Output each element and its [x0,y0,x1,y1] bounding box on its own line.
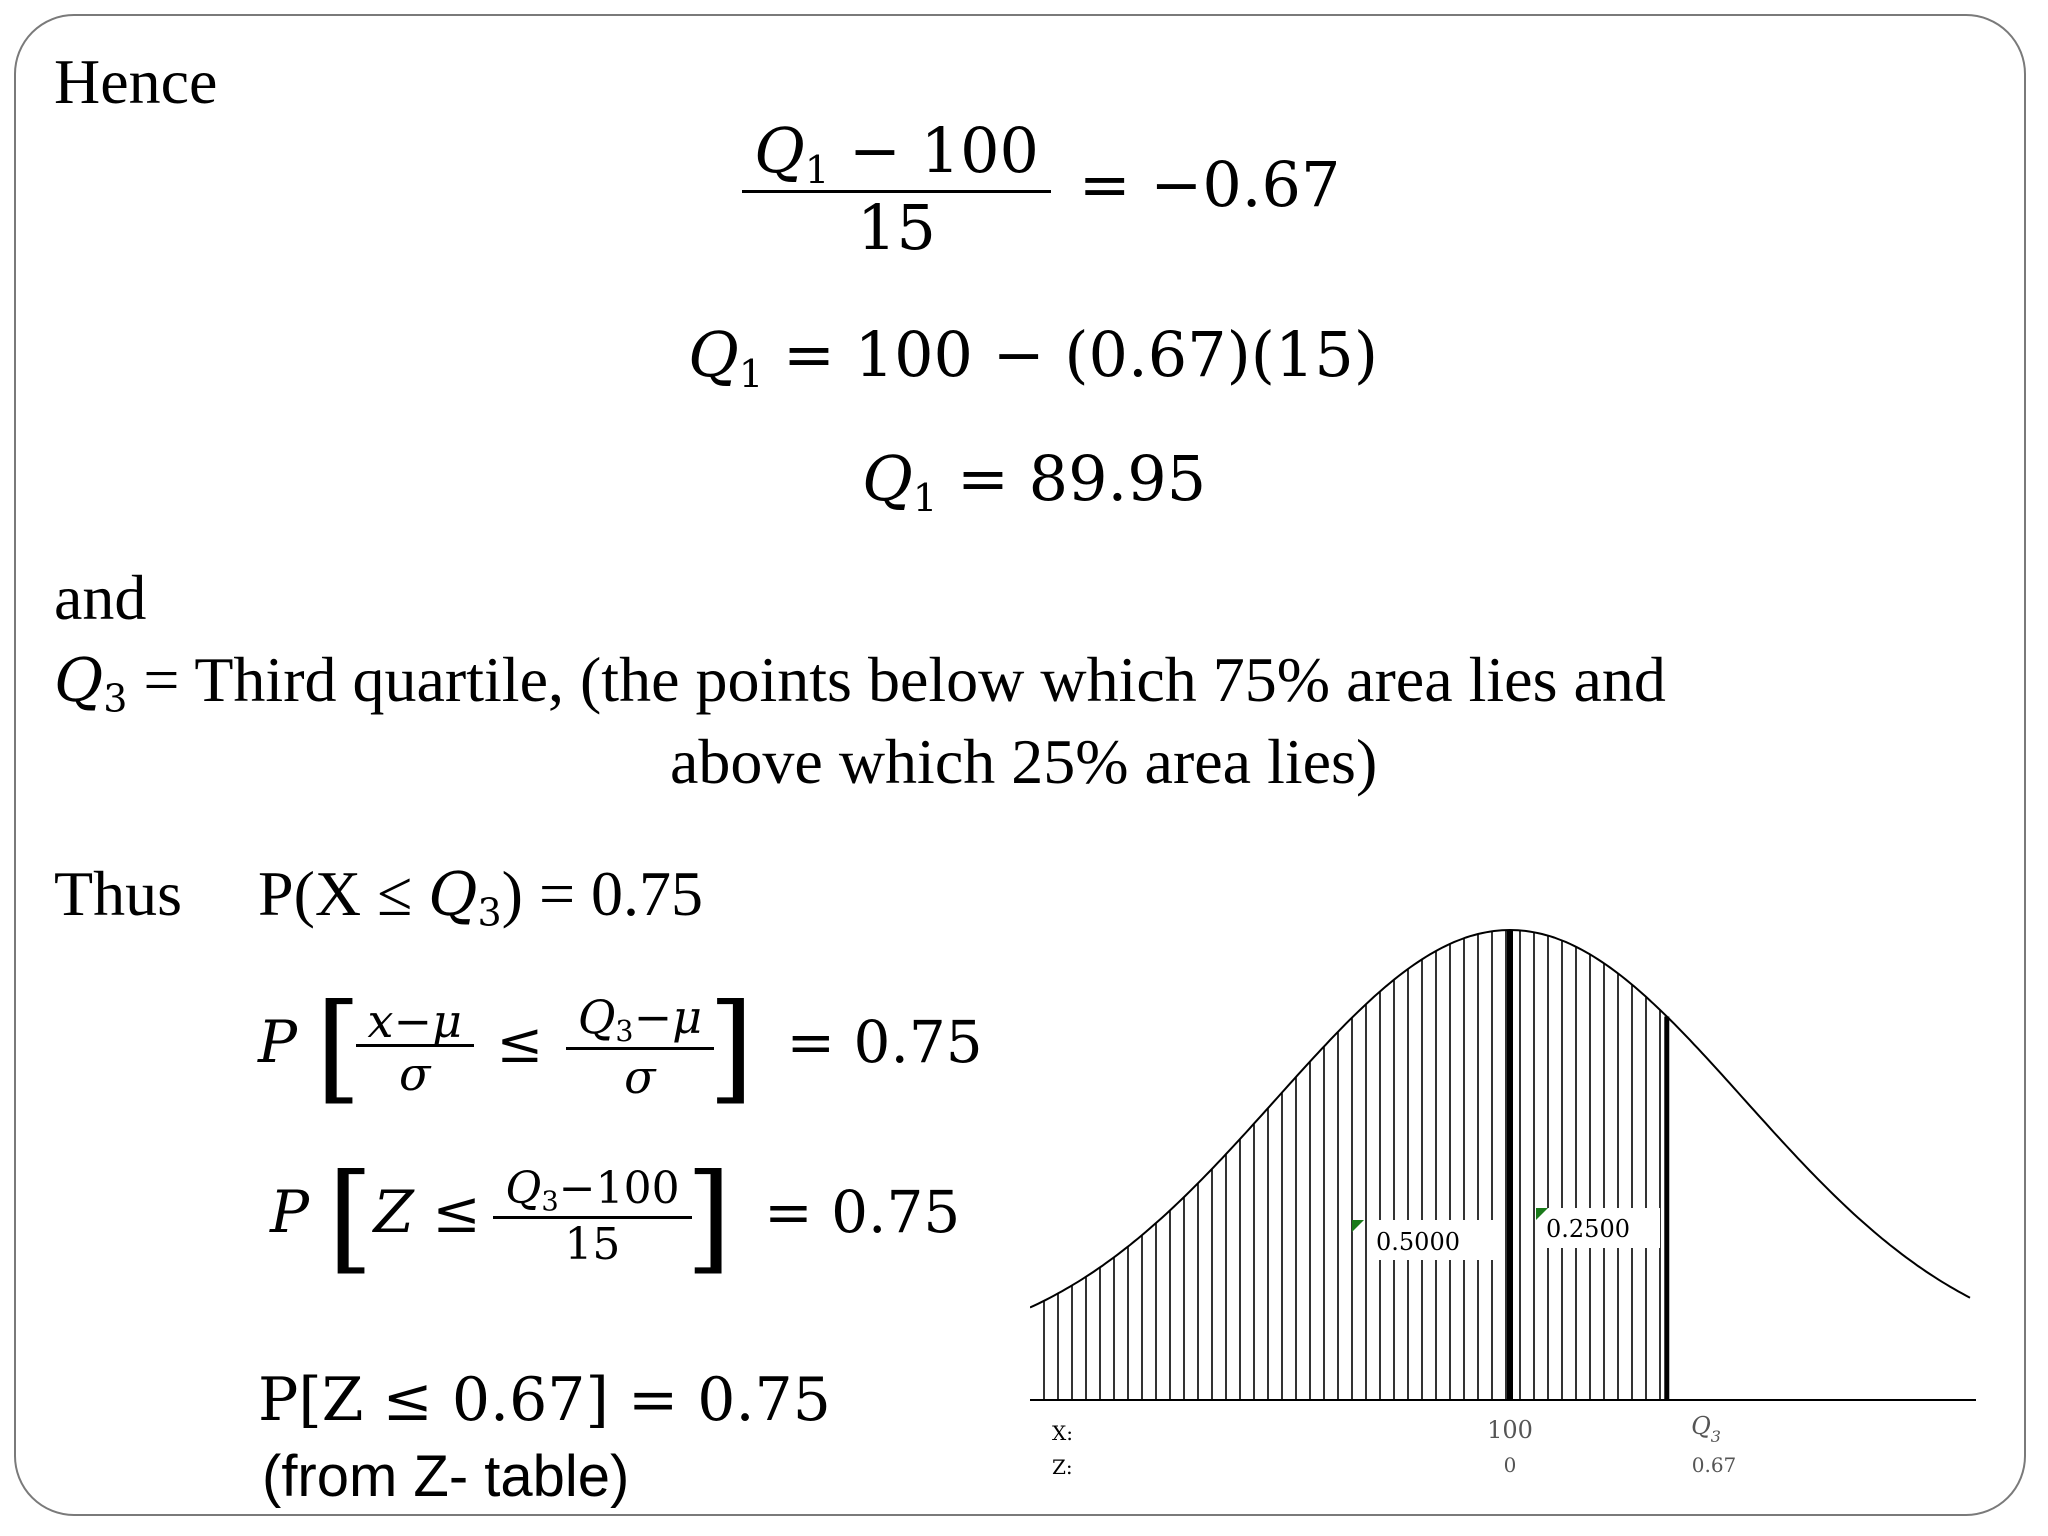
normal-curve-figure [1030,920,1980,1490]
equation-z-table-value: P[Z ≤ 0.67] = 0.75 [258,1365,831,1435]
hence-text: Hence [54,46,218,117]
equation-q1-compute: $Q_1 = 100 - (0.67)(15)$ [688,318,1379,397]
x-tick-mean: 100 [1487,1416,1533,1444]
equation-standardize: P [ $\frac{x-\mu}{\sigma}$ ≤ $\frac{Q_3-\mu}{\sigma}$ ] = 0.75 [258,978,983,1116]
z-tick-q3: 0.67 [1691,1453,1737,1477]
svg-text:0.2500: 0.2500 [1546,1215,1630,1243]
z-row-label: Z: [1052,1455,1073,1479]
x-row-label: X: [1052,1421,1073,1445]
equation-z-substituted: P [Z ≤ $\frac{Q_3-100}{15}$ ] = 0.75 [270,1148,961,1286]
area-label-mid [1536,1208,1660,1248]
and-text: and [54,562,147,633]
area-label-left [1352,1220,1498,1260]
thus-label: Thus [54,858,182,929]
from-z-table-note: (from Z- table) [262,1444,630,1509]
equation-q1-result: $Q_1 = 89.95$ [862,442,1207,521]
equation-q1-fraction: $\frac{Q_1 - 100}{15}$ = −0.67 [748,120,1340,259]
probability-q3-statement: $P(X \le Q_3) = 0.75$ [258,858,704,935]
svg-text:0.5000: 0.5000 [1376,1228,1460,1256]
q3-definition-line1: $Q_3$ = Third quartile, (the points below which 75% area lies and [54,644,1666,721]
x-tick-q3: $Q_3$ [1691,1412,1721,1446]
z-tick-mean: 0 [1503,1453,1517,1477]
q3-definition-line2: above which 25% area lies) [670,726,1378,797]
